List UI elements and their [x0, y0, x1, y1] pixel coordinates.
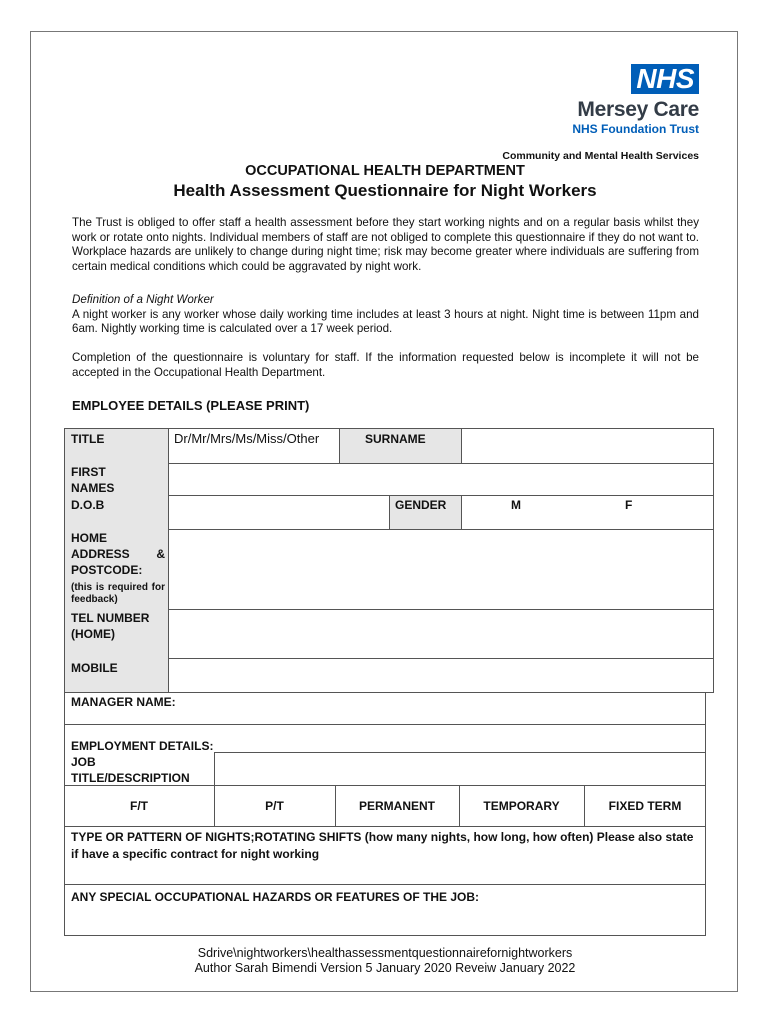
footer-path: Sdrive\nightworkers\healthassessmentquestionnairefornightworkers: [197, 946, 573, 960]
gender-option-m[interactable]: M: [511, 498, 521, 512]
job-title-label: JOB TITLE/DESCRIPTION: [71, 755, 190, 785]
address-label: HOME ADDRESS & POSTCODE:: [71, 531, 165, 577]
manager-field[interactable]: [65, 710, 705, 724]
definition-text: A night worker is any worker whose daily working time includes at least 3 hours at night. Night time is between 11pm and 6am. Nightly working time is calculated over a 17 week period.: [72, 307, 699, 336]
mobile-label: MOBILE: [71, 661, 118, 675]
employment-details-label: EMPLOYMENT DETAILS:: [71, 739, 214, 753]
option-ft[interactable]: F/T: [130, 799, 148, 813]
hazards-field[interactable]: [65, 906, 705, 935]
option-permanent[interactable]: PERMANENT: [358, 799, 435, 813]
services-line: Community and Mental Health Services: [502, 150, 699, 162]
tel-field[interactable]: [169, 610, 713, 658]
org-subtitle: NHS Foundation Trust: [572, 122, 699, 136]
first-names-label: FIRST NAMES: [71, 465, 115, 495]
title-options: Dr/Mr/Mrs/Ms/Miss/Other: [174, 431, 320, 446]
address-note: (this is required for feedback): [71, 582, 165, 605]
completion-paragraph: Completion of the questionnaire is voluntary for staff. If the information requested below is incomplete it will not be accepted in the Occupational Health Department.: [72, 351, 699, 379]
mobile-field[interactable]: [169, 659, 713, 692]
row-divider: [64, 826, 706, 827]
tel-label: TEL NUMBER (HOME): [71, 611, 150, 641]
employee-details-heading: EMPLOYEE DETAILS (PLEASE PRINT): [72, 398, 310, 413]
column-divider: [339, 428, 340, 463]
dob-field[interactable]: [169, 496, 389, 529]
gender-option-f[interactable]: F: [625, 498, 633, 512]
row-divider: [64, 724, 706, 725]
option-temporary[interactable]: TEMPORARY: [483, 799, 560, 813]
dob-label: D.O.B: [71, 498, 105, 512]
nhs-logo: [572, 64, 699, 136]
night-pattern-field[interactable]: [65, 864, 705, 884]
surname-label: SURNAME: [365, 432, 426, 446]
address-field[interactable]: [169, 530, 713, 609]
nhs-logo-mark: NHS: [631, 64, 699, 94]
surname-field[interactable]: [462, 429, 713, 463]
night-pattern-label: TYPE OR PATTERN OF NIGHTS;ROTATING SHIFTS (how many nights, how long, how often) Please also state if have a specific contract for night working: [71, 830, 694, 861]
document-title: Health Assessment Questionnaire for Night Workers: [173, 181, 597, 200]
column-divider: [389, 495, 390, 529]
option-pt[interactable]: P/T: [265, 799, 284, 813]
first-names-field[interactable]: [169, 464, 713, 495]
definition-heading: Definition of a Night Worker: [72, 293, 214, 306]
hazards-label: ANY SPECIAL OCCUPATIONAL HAZARDS OR FEATURES OF THE JOB:: [71, 890, 480, 904]
org-name: Mersey Care: [577, 98, 699, 121]
option-fixed-term[interactable]: FIXED TERM: [608, 799, 682, 813]
footer-author: Author Sarah Bimendi Version 5 January 2020 Reveiw January 2022: [194, 961, 576, 975]
intro-paragraph: The Trust is obliged to offer staff a health assessment before they start working nights and on a regular basis whilst they work or rotate onto nights. Individual members of staff are not obliged to complete this questionnaire if they do not want to. Workplace hazards are unlikely to change during night time; risk may become greater where individuals are suffering from certain medical conditions which could be aggravated by night work.: [72, 216, 699, 274]
definition-block: [72, 293, 699, 337]
gender-label: GENDER: [395, 498, 447, 512]
row-divider: [64, 785, 706, 786]
row-divider: [64, 884, 706, 885]
job-title-field[interactable]: [215, 753, 705, 785]
column-divider: [461, 495, 462, 529]
footer: [0, 946, 770, 976]
manager-label: MANAGER NAME:: [71, 695, 176, 709]
department-heading: OCCUPATIONAL HEALTH DEPARTMENT: [245, 163, 525, 179]
title-label: TITLE: [71, 432, 105, 446]
